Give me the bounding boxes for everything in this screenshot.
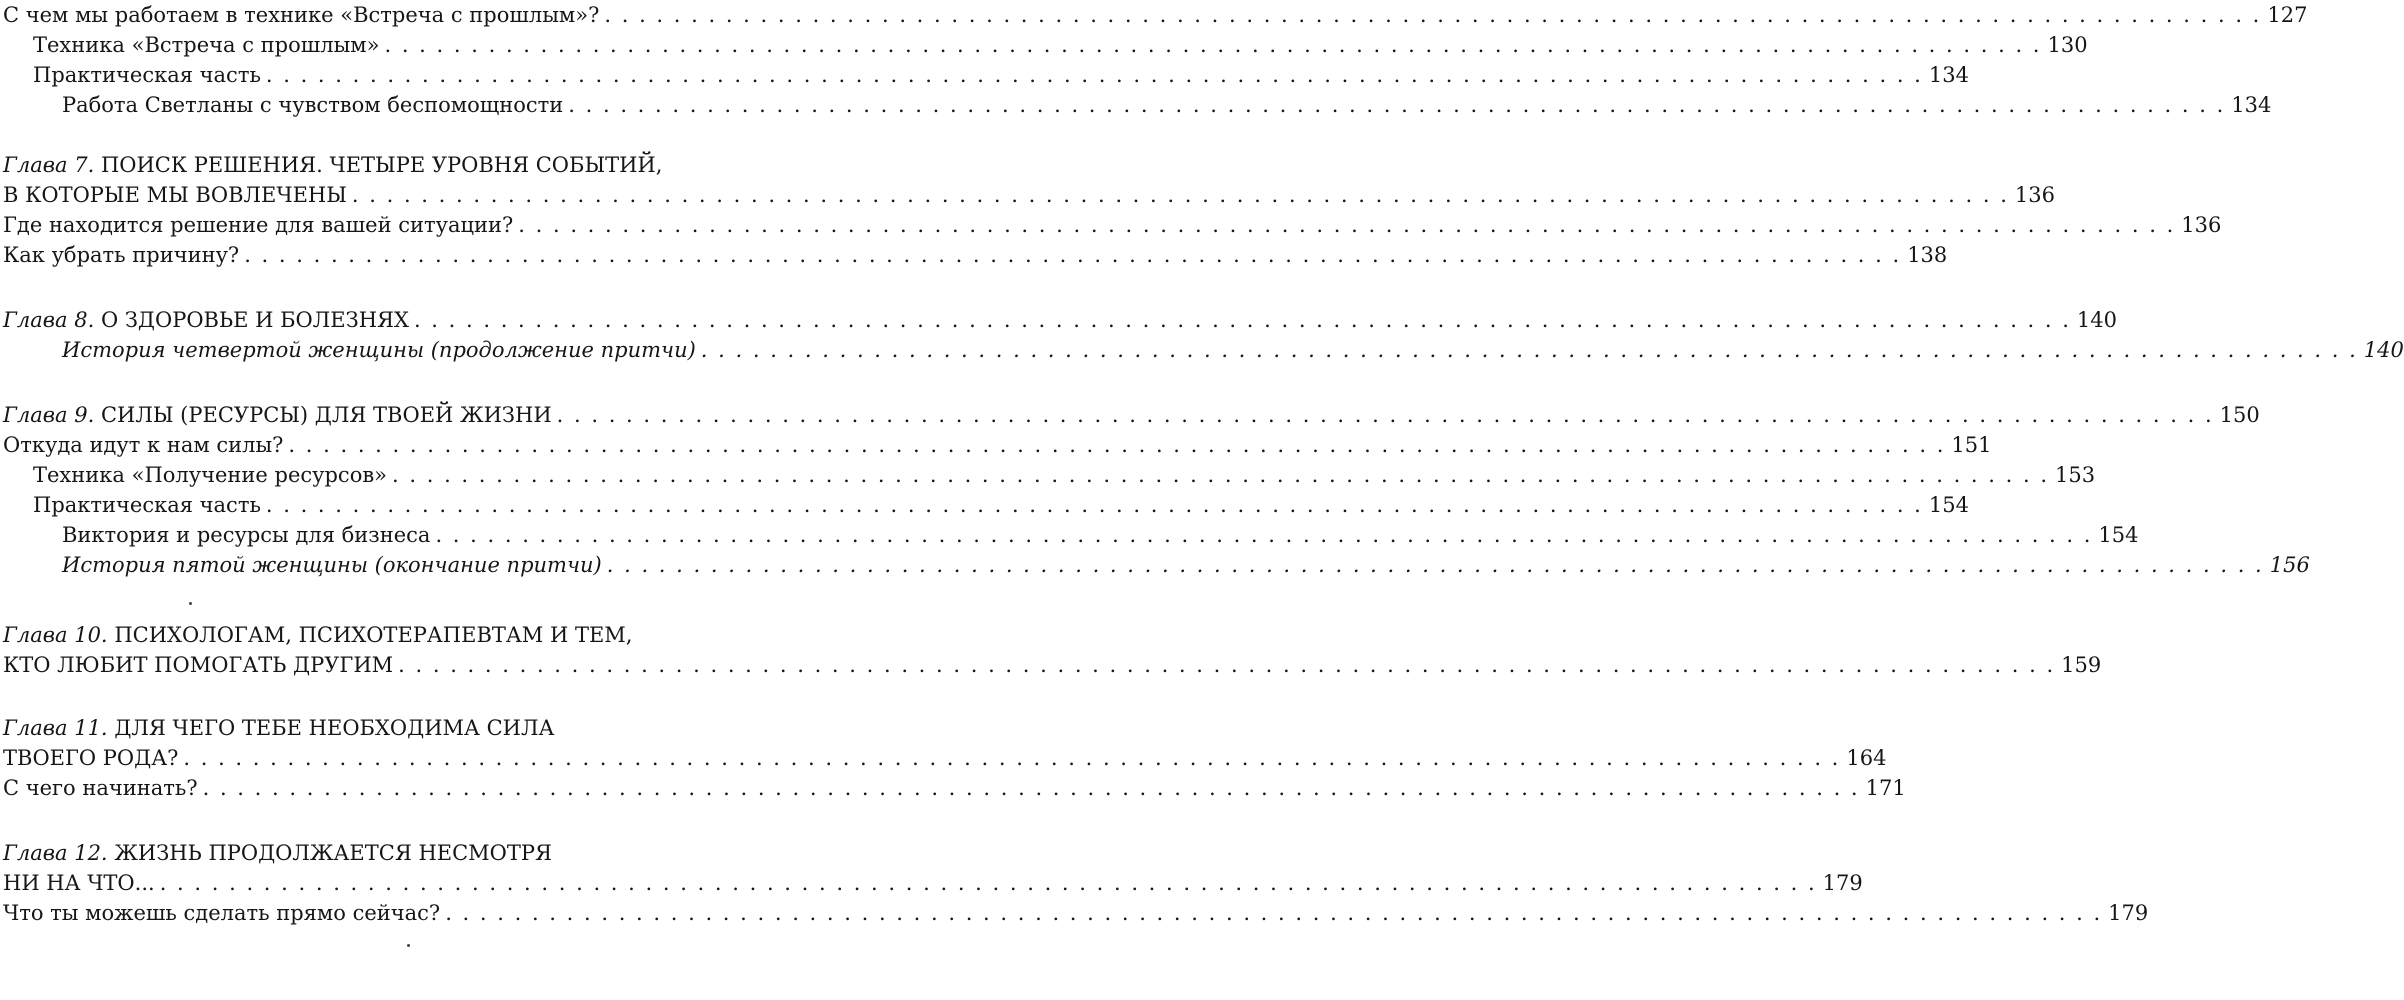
toc-entry-title: История четвертой женщины (продолжение притчи) <box>62 338 696 362</box>
toc-page-number: 171 <box>1865 776 1906 800</box>
toc-page-number: 154 <box>2098 523 2139 547</box>
toc-entry <box>0 773 1906 803</box>
chapter-label: Глава 11. <box>3 716 108 740</box>
toc-entry-title: История пятой женщины (окончание притчи) <box>62 553 602 577</box>
toc-entry <box>0 30 2088 60</box>
toc-page-number: 134 <box>1928 63 1969 87</box>
toc-entry <box>0 868 1863 898</box>
dot-leader <box>414 305 2071 335</box>
toc-entry-title: Техника «Встреча с прошлым» <box>33 33 380 57</box>
toc-entry-title: Виктория и ресурсы для бизнеса <box>62 523 431 547</box>
toc-entry <box>0 180 2055 210</box>
toc-page-number: 138 <box>1907 243 1948 267</box>
toc-entry-title: С чего начинать? <box>3 776 198 800</box>
toc-page-number: 153 <box>2055 463 2096 487</box>
chapter-title-line-1: ЖИЗНЬ ПРОДОЛЖАЕТСЯ НЕСМОТРЯ <box>114 841 552 865</box>
toc-entry-title: Откуда идут к нам силы? <box>3 433 284 457</box>
toc-entry <box>0 90 2272 120</box>
dot-leader <box>445 898 2102 928</box>
dot-leader <box>160 868 1817 898</box>
toc-page-number: 150 <box>2219 403 2260 427</box>
dot-leader <box>244 240 1901 270</box>
chapter-title-line-1: ДЛЯ ЧЕГО ТЕБЕ НЕОБХОДИМА СИЛА <box>114 716 555 740</box>
toc-entry <box>0 60 1969 90</box>
toc-page-number: 179 <box>1822 871 1863 895</box>
chapter-label: Глава 7. <box>3 153 95 177</box>
toc-entry-title: Что ты можешь сделать прямо сейчас? <box>3 901 441 925</box>
chapter-label: Глава 8. <box>3 308 95 332</box>
chapter-title-line-2: В КОТОРЫЕ МЫ ВОВЛЕЧЕНЫ <box>3 183 347 207</box>
chapter-label: Глава 10. <box>3 623 108 647</box>
toc-entry <box>0 650 2102 680</box>
toc-entry-title: Как убрать причину? <box>3 243 240 267</box>
chapter-title-line-1: ПОИСК РЕШЕНИЯ. ЧЕТЫРЕ УРОВНЯ СОБЫТИЙ, <box>100 153 663 177</box>
toc-page-number: 151 <box>1951 433 1992 457</box>
toc-entry <box>0 430 1992 460</box>
toc-entry <box>0 335 2404 365</box>
dot-leader <box>384 30 2041 60</box>
dot-leader <box>266 490 1923 520</box>
toc-entry <box>0 550 2310 580</box>
toc-page-number: 136 <box>2014 183 2055 207</box>
toc-page-number: 156 <box>2269 553 2310 577</box>
toc-entry-title: С чем мы работаем в технике «Встреча с прошлым»? <box>3 3 600 27</box>
dot-leader <box>518 210 2175 240</box>
dot-leader <box>183 743 1840 773</box>
toc-page-number: 154 <box>1928 493 1969 517</box>
toc-entry-title: СИЛЫ (РЕСУРСЫ) ДЛЯ ТВОЕЙ ЖИЗНИ <box>100 403 552 427</box>
dot-leader <box>266 60 1923 90</box>
toc-page-number: 130 <box>2047 33 2088 57</box>
toc-page-number: 164 <box>1846 746 1887 770</box>
print-speck <box>407 944 410 947</box>
toc-entry <box>0 490 1969 520</box>
dot-leader <box>392 460 2049 490</box>
chapter-title-line-2: ТВОЕГО РОДА? <box>3 746 179 770</box>
dot-leader <box>604 0 2261 30</box>
toc-entry-title: Техника «Получение ресурсов» <box>33 463 388 487</box>
dot-leader <box>352 180 2009 210</box>
dot-leader <box>557 400 2214 430</box>
dot-leader <box>701 335 2358 365</box>
toc-entry <box>0 240 1948 270</box>
toc-page-number: 127 <box>2267 3 2308 27</box>
chapter-heading <box>0 620 632 650</box>
dot-leader <box>203 773 1860 803</box>
toc-entry <box>0 898 2149 928</box>
toc-page-number: 134 <box>2231 93 2272 117</box>
dot-leader <box>607 550 2264 580</box>
toc-entry <box>0 400 2260 430</box>
toc-entry <box>0 520 2139 550</box>
toc-entry-title: Где находится решение для вашей ситуации? <box>3 213 514 237</box>
toc-entry-title: О ЗДОРОВЬЕ И БОЛЕЗНЯХ <box>100 308 409 332</box>
chapter-title-line-2: КТО ЛЮБИТ ПОМОГАТЬ ДРУГИМ <box>3 653 394 677</box>
chapter-label: Глава 9. <box>3 403 95 427</box>
dot-leader <box>398 650 2055 680</box>
dot-leader <box>288 430 1945 460</box>
chapter-heading <box>0 838 552 868</box>
toc-entry-title: Практическая часть <box>33 63 261 87</box>
chapter-heading <box>0 150 662 180</box>
chapter-title-line-2: НИ НА ЧТО... <box>3 871 155 895</box>
dot-leader <box>568 90 2225 120</box>
toc-page-number: 159 <box>2061 653 2102 677</box>
toc-entry <box>0 743 1887 773</box>
toc-entry <box>0 210 2222 240</box>
toc-entry-title: Работа Светланы с чувством беспомощности <box>62 93 564 117</box>
toc-entry <box>0 460 2096 490</box>
dot-leader <box>435 520 2092 550</box>
print-speck <box>189 602 192 605</box>
toc-page-number: 179 <box>2108 901 2149 925</box>
toc-page-number: 136 <box>2181 213 2222 237</box>
toc-entry <box>0 0 2308 30</box>
toc-page-number: 140 <box>2076 308 2118 332</box>
toc-entry <box>0 305 2118 335</box>
chapter-title-line-1: ПСИХОЛОГАМ, ПСИХОТЕРАПЕВТАМ И ТЕМ, <box>114 623 633 647</box>
toc-page-number: 140 <box>2363 338 2404 362</box>
chapter-heading <box>0 713 554 743</box>
chapter-label: Глава 12. <box>3 841 108 865</box>
toc-entry-title: Практическая часть <box>33 493 261 517</box>
